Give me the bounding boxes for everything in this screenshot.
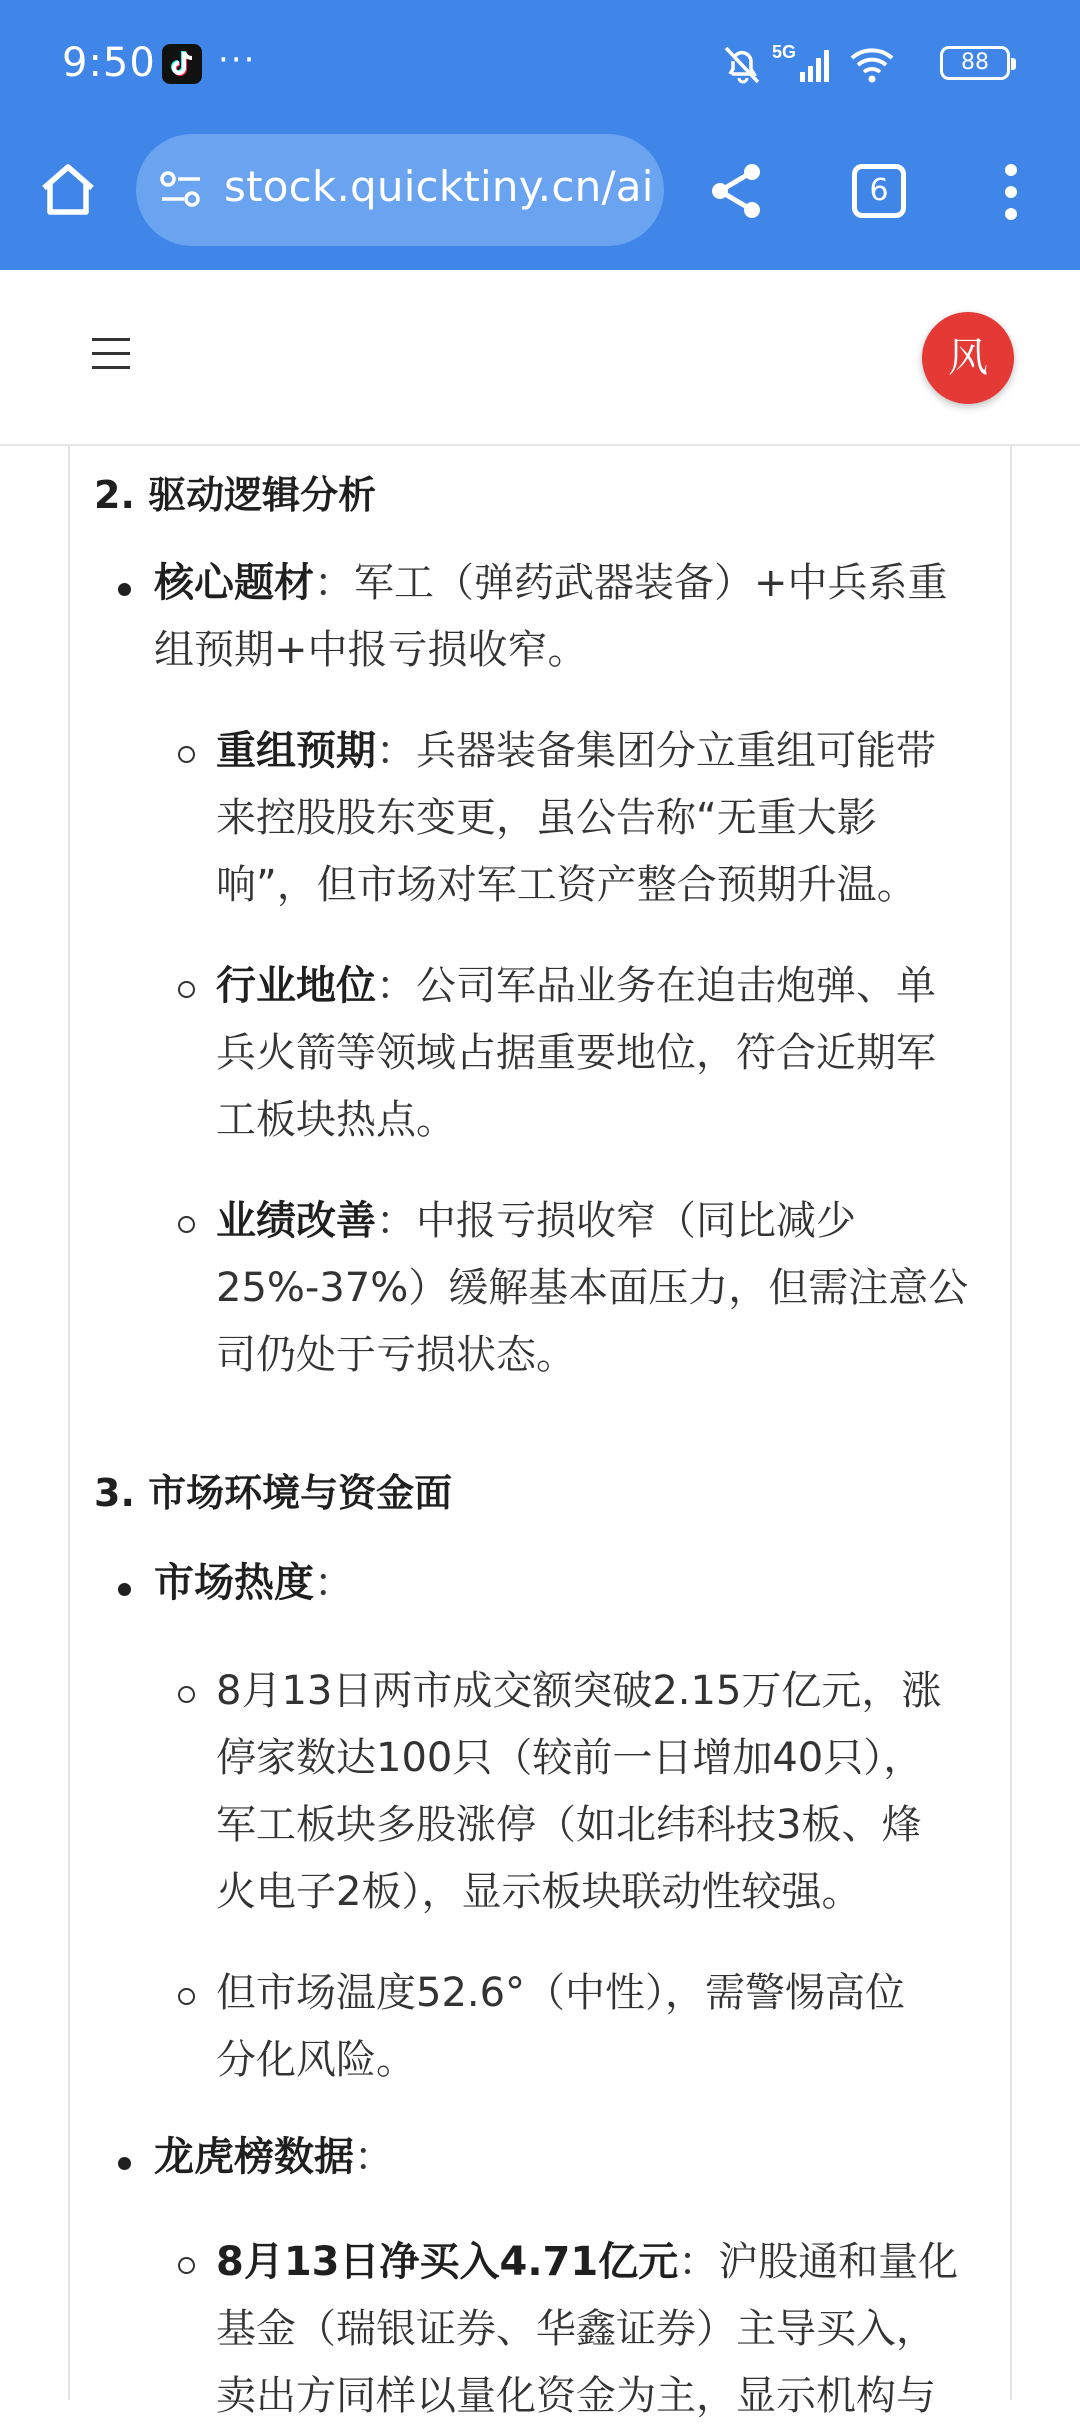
home-icon xyxy=(36,158,100,222)
home-button[interactable] xyxy=(36,158,100,222)
reorg-text-3: 响”，但市场对军工资产整合预期升温。 xyxy=(216,862,917,908)
article-content xyxy=(68,446,1012,2419)
tiktok-notification-icon xyxy=(162,44,202,84)
industry-text-3: 工板块热点。 xyxy=(216,1097,456,1143)
browser-toolbar xyxy=(0,120,1080,270)
bullet-icon xyxy=(118,583,131,596)
list-item-core-theme xyxy=(154,550,1014,684)
net-buy-label: 8月13日净买入4.71亿元 xyxy=(216,2239,679,2285)
core-theme-label: 核心题材 xyxy=(154,560,314,606)
tab-switcher-button[interactable]: 6 xyxy=(852,164,906,218)
overflow-menu-button[interactable] xyxy=(996,160,1026,224)
industry-text: ：公司军品业务在迫击炮弹、单 xyxy=(376,963,936,1009)
performance-text: ：中报亏损收窄（同比减少 xyxy=(376,1198,856,1244)
section-heading-2: 2. 驱动逻辑分析 xyxy=(94,473,377,517)
section-heading-3: 3. 市场环境与资金面 xyxy=(94,1471,453,1515)
bullet-icon xyxy=(118,2157,131,2170)
list-item-temperature xyxy=(216,1960,1014,2094)
list-item-reorg xyxy=(216,718,1014,919)
browser-chrome xyxy=(0,0,1080,270)
core-theme-text: ：军工（弹药武器装备）+中兵系重 xyxy=(314,560,948,606)
hamburger-menu-icon[interactable] xyxy=(92,338,132,372)
mute-bell-icon xyxy=(720,42,764,86)
reorg-text-2: 来控股股东变更，虽公告称“无重大影 xyxy=(216,795,877,841)
colon: ： xyxy=(314,1560,354,1606)
turnover-text: 8月13日两市成交额突破2.15万亿元，涨 xyxy=(216,1668,942,1714)
turnover-text-2: 停家数达100只（较前一日增加40只）， xyxy=(216,1735,924,1781)
share-icon xyxy=(706,160,768,222)
net-buy-text-2: 基金（瑞银证券、华鑫证券）主导买入， xyxy=(216,2306,936,2352)
site-settings-icon[interactable] xyxy=(158,166,204,212)
performance-label: 业绩改善 xyxy=(216,1198,376,1244)
performance-text-3: 司仍处于亏损状态。 xyxy=(216,1332,576,1378)
turnover-text-3: 军工板块多股涨停（如北纬科技3板、烽 xyxy=(216,1802,922,1848)
industry-label: 行业地位 xyxy=(216,963,376,1009)
bullet-icon xyxy=(118,1583,131,1596)
temperature-text: 但市场温度52.6°（中性），需警惕高位 xyxy=(216,1970,906,2016)
list-item-lhb xyxy=(154,2124,1014,2191)
user-avatar[interactable]: 风 xyxy=(922,312,1014,404)
net-buy-text: ：沪股通和量化 xyxy=(678,2239,959,2285)
signal-5g-icon xyxy=(772,40,836,86)
status-time: 9:50 xyxy=(62,40,156,86)
temperature-text-2: 分化风险。 xyxy=(216,2037,416,2083)
list-item-industry xyxy=(216,953,1014,1154)
net-buy-text-3: 卖出方同样以量化资金为主，显示机构与 xyxy=(216,2373,936,2419)
url-text[interactable]: stock.quicktiny.cn/ai xyxy=(224,162,654,211)
performance-text-2: 25%-37%）缓解基本面压力，但需注意公 xyxy=(216,1265,969,1311)
list-item-turnover xyxy=(216,1658,1014,1926)
reorg-label: 重组预期 xyxy=(216,728,376,774)
status-icons xyxy=(720,40,1010,88)
core-theme-text-2: 组预期+中报亏损收窄。 xyxy=(154,627,588,673)
list-item-market-heat xyxy=(154,1550,1014,1617)
market-heat-label: 市场热度 xyxy=(154,1560,314,1606)
sub-bullet-icon xyxy=(178,1216,195,1233)
reorg-text: ：兵器装备集团分立重组可能带 xyxy=(376,728,936,774)
sub-bullet-icon xyxy=(178,746,195,763)
more-notifications-icon: ··· xyxy=(218,40,257,80)
list-item-performance xyxy=(216,1188,1014,1389)
lhb-label: 龙虎榜数据 xyxy=(154,2134,354,2180)
turnover-text-4: 火电子2板），显示板块联动性较强。 xyxy=(216,1869,862,1915)
site-header xyxy=(0,270,1080,446)
status-bar xyxy=(0,0,1080,120)
battery-icon: 88 xyxy=(940,46,1010,80)
address-bar[interactable] xyxy=(136,134,664,246)
sub-bullet-icon xyxy=(178,1686,195,1703)
more-vert-icon xyxy=(996,160,1026,224)
industry-text-2: 兵火箭等领域占据重要地位，符合近期军 xyxy=(216,1030,936,1076)
colon: ： xyxy=(354,2134,394,2180)
sub-bullet-icon xyxy=(178,2257,195,2274)
sub-bullet-icon xyxy=(178,981,195,998)
sub-bullet-icon xyxy=(178,1988,195,2005)
share-button[interactable] xyxy=(706,160,768,222)
wifi-icon xyxy=(848,44,896,84)
svg-text:5G: 5G xyxy=(772,42,797,62)
